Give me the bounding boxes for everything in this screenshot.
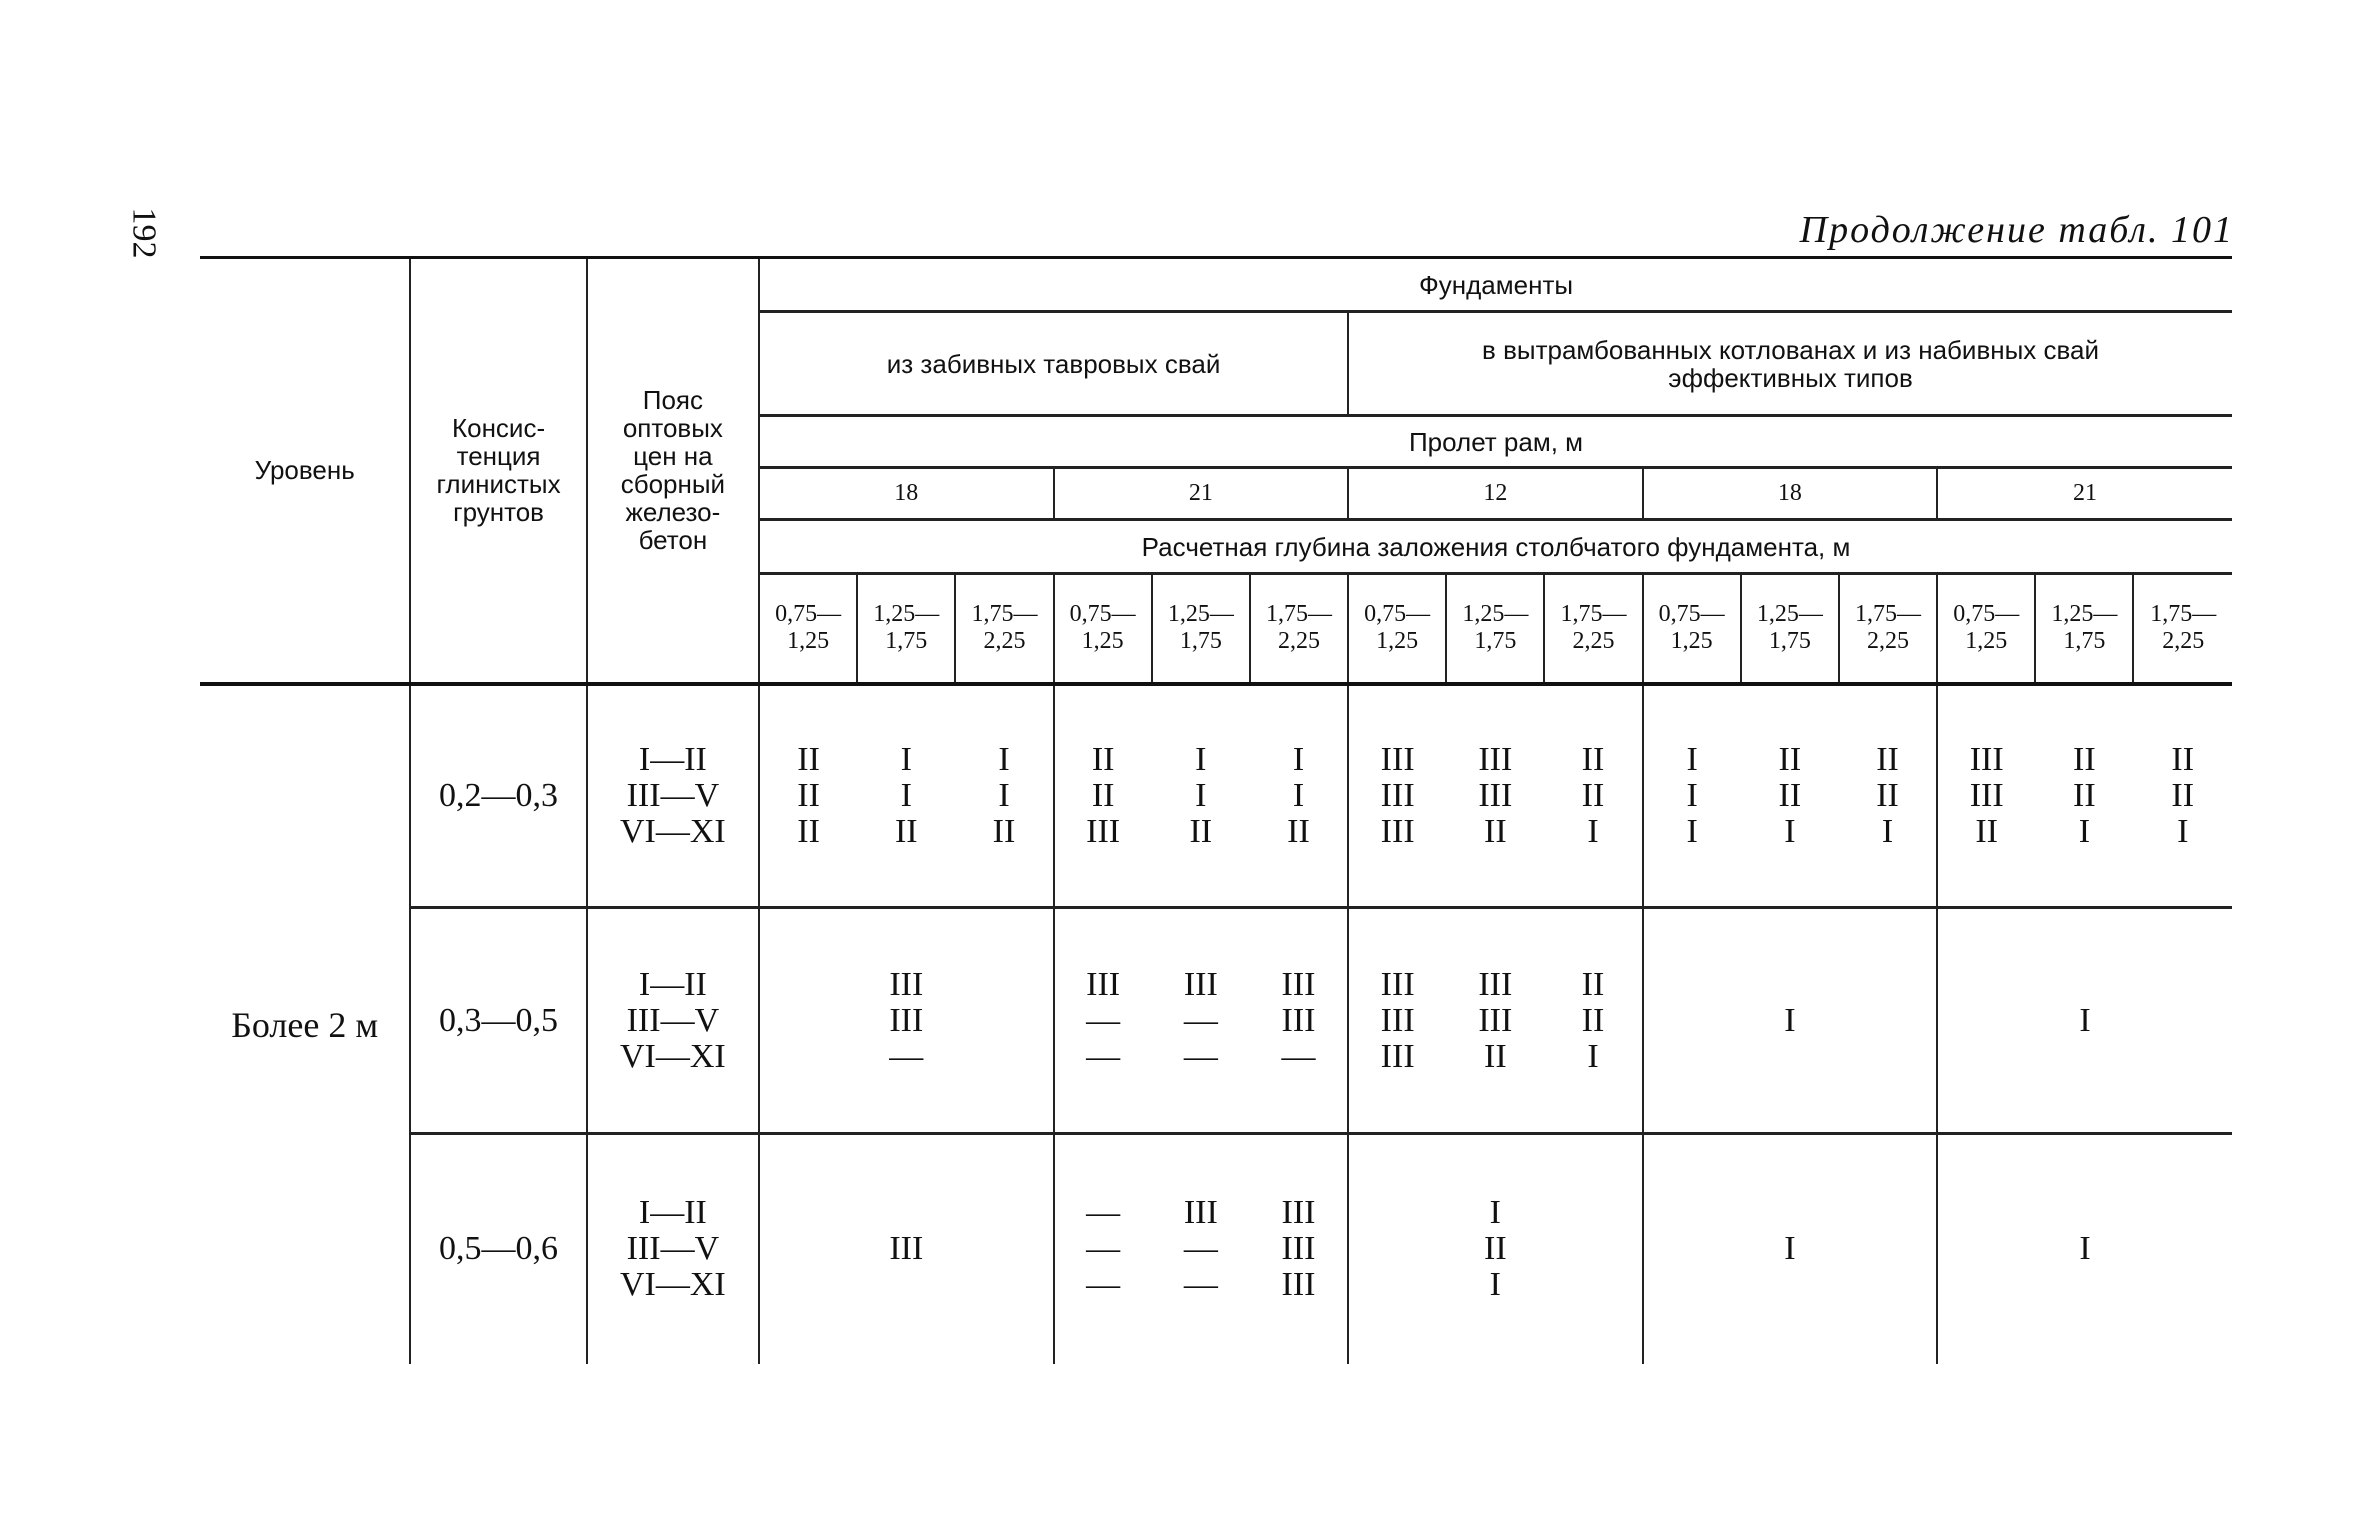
table-cell: III [759,1134,1054,1364]
table-cell: II II I [1544,684,1642,908]
table-cell: I [1643,908,1938,1134]
depth-3: 1,75— 2,25 [1544,574,1642,684]
header-foundations: Фундаменты [759,258,2232,312]
table-cell: I [1643,1134,1938,1364]
table-cell: II II III [1054,684,1152,908]
table-cell: III III — [759,908,1054,1134]
span-21-a: 21 [1054,468,1349,520]
table-cell: II II I [1839,684,1937,908]
header-depth: Расчетная глубина заложения столбчатого фундамента, м [759,520,2232,574]
table-cell: III III III [1348,908,1446,1134]
span-12-b: 12 [1348,468,1643,520]
table-cell: III — — [1152,908,1250,1134]
consistency-value: 0,2—0,3 [410,684,586,908]
table-cell: I II I [1348,1134,1643,1364]
table-cell: III III II [1446,908,1544,1134]
header-consistency: Консис- тенция глинистых грунтов [410,258,586,684]
page-number: 192 [125,207,163,259]
depth-1: 0,75— 1,25 [1937,574,2035,684]
depth-2: 1,25— 1,75 [857,574,955,684]
table-cell: II II I [1544,908,1642,1134]
table-cell: I [1937,1134,2232,1364]
table-cell: II II I [2035,684,2133,908]
depth-1: 0,75— 1,25 [1643,574,1741,684]
table-cell: III III II [1937,684,2035,908]
table-cell: III III — [1250,908,1348,1134]
table-cell: II II I [1741,684,1839,908]
depth-1: 0,75— 1,25 [1054,574,1152,684]
level-value: Более 2 м [200,684,410,1364]
consistency-value: 0,5—0,6 [410,1134,586,1364]
table-cell: III III III [1250,1134,1348,1364]
table-cell: II II II [759,684,857,908]
span-18-b: 18 [1643,468,1938,520]
table-cell: I I I [1643,684,1741,908]
table-cell: II II I [2133,684,2232,908]
depth-2: 1,25— 1,75 [1446,574,1544,684]
span-21-b: 21 [1937,468,2232,520]
consistency-value: 0,3—0,5 [410,908,586,1134]
depth-1: 0,75— 1,25 [759,574,857,684]
table-cell: III III III [1348,684,1446,908]
header-group-a: из забивных тавровых свай [759,312,1348,416]
table-cell: I I II [1250,684,1348,908]
table-cell: I I II [955,684,1053,908]
zones-list: I—II III—V VI—XI [587,684,759,908]
table-cell: I I II [1152,684,1250,908]
depth-2: 1,25— 1,75 [1152,574,1250,684]
header-span: Пролет рам, м [759,416,2232,468]
continuation-title: Продолжение табл. 101 [1799,209,2234,251]
table-cell: I I II [857,684,955,908]
depth-3: 1,75— 2,25 [1250,574,1348,684]
depth-2: 1,25— 1,75 [2035,574,2133,684]
table-cell: I [1937,908,2232,1134]
zones-list: I—II III—V VI—XI [587,908,759,1134]
data-table [200,256,2232,1364]
depth-1: 0,75— 1,25 [1348,574,1446,684]
table-cell: III — — [1152,1134,1250,1364]
table-cell: III — — [1054,908,1152,1134]
header-group-b: в вытрамбованных котлованах и из набивных свай эффективных типов [1348,312,2232,416]
depth-3: 1,75— 2,25 [1839,574,1937,684]
table-cell: — — — [1054,1134,1152,1364]
depth-3: 1,75— 2,25 [2133,574,2232,684]
depth-2: 1,25— 1,75 [1741,574,1839,684]
zones-list: I—II III—V VI—XI [587,1134,759,1364]
header-level: Уровень [200,258,410,684]
depth-3: 1,75— 2,25 [955,574,1053,684]
table-cell: III III II [1446,684,1544,908]
header-price-zone: Пояс оптовых цен на сборный железо- бетон [587,258,759,684]
span-18-a: 18 [759,468,1054,520]
